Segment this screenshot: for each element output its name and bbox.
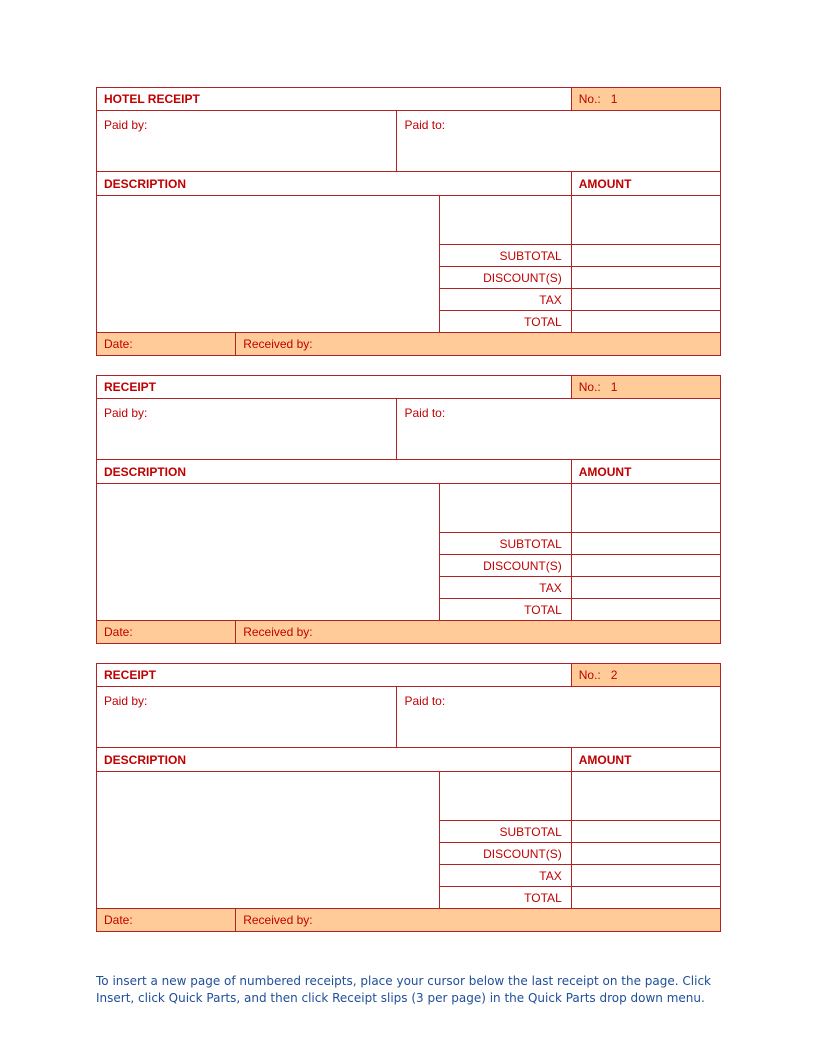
date-field[interactable] — [97, 909, 236, 932]
tax-label: TAX — [439, 577, 571, 599]
date-field[interactable] — [97, 333, 236, 356]
receipt-number[interactable] — [571, 664, 720, 687]
receipt-title: RECEIPT — [97, 376, 572, 399]
line-item-label-cell — [439, 772, 571, 821]
paid-by-field[interactable] — [97, 399, 397, 460]
line-item-label-cell — [439, 484, 571, 533]
subtotal-label: SUBTOTAL — [439, 821, 571, 843]
discount-label: DISCOUNT(S) — [439, 843, 571, 865]
receipt-number-label: No.: — [578, 668, 601, 682]
received-by-label: Received by: — [243, 337, 313, 351]
subtotal-label: SUBTOTAL — [439, 245, 571, 267]
received-by-field[interactable] — [236, 333, 721, 356]
receipt-number[interactable] — [571, 376, 720, 399]
description-header: DESCRIPTION — [97, 748, 572, 772]
discount-amount-field[interactable] — [571, 555, 720, 577]
subtotal-amount-field[interactable] — [571, 533, 720, 555]
subtotal-amount-field[interactable] — [571, 821, 720, 843]
receipt-number-label: No.: — [578, 380, 601, 394]
paid-by-label: Paid by: — [104, 406, 148, 420]
amount-header: AMOUNT — [571, 460, 720, 484]
receipt-title: HOTEL RECEIPT — [97, 88, 572, 111]
receipt-number-value: 1 — [610, 380, 618, 394]
paid-to-label: Paid to: — [404, 118, 446, 132]
line-item-label-cell — [439, 196, 571, 245]
instructions-text: To insert a new page of numbered receipts, place your cursor below the last receipt on the page. Click Insert, click Quick Parts, and then click Receipt slips (3 per page) in the Quick Parts drop down menu. — [96, 974, 711, 1005]
receipt-number-value: 1 — [610, 92, 618, 106]
description-field[interactable] — [97, 484, 440, 621]
paid-to-field[interactable] — [397, 399, 721, 460]
total-amount-field[interactable] — [571, 311, 720, 333]
line-item-amount-field[interactable] — [571, 484, 720, 533]
receipt-table — [96, 87, 721, 356]
paid-to-label: Paid to: — [404, 406, 446, 420]
receipt-table — [96, 375, 721, 644]
received-by-field[interactable] — [236, 621, 721, 644]
tax-label: TAX — [439, 289, 571, 311]
date-label: Date: — [104, 337, 133, 351]
description-header: DESCRIPTION — [97, 460, 572, 484]
total-label: TOTAL — [439, 887, 571, 909]
description-field[interactable] — [97, 772, 440, 909]
receipt-slip — [96, 663, 721, 934]
line-item-amount-field[interactable] — [571, 196, 720, 245]
receipt-slip — [96, 87, 721, 358]
tax-amount-field[interactable] — [571, 289, 720, 311]
date-label: Date: — [104, 913, 133, 927]
tax-amount-field[interactable] — [571, 865, 720, 887]
total-amount-field[interactable] — [571, 599, 720, 621]
subtotal-amount-field[interactable] — [571, 245, 720, 267]
paid-by-field[interactable] — [97, 111, 397, 172]
received-by-field[interactable] — [236, 909, 721, 932]
paid-by-label: Paid by: — [104, 118, 148, 132]
paid-by-label: Paid by: — [104, 694, 148, 708]
tax-label: TAX — [439, 865, 571, 887]
receipt-number-label: No.: — [578, 92, 601, 106]
receipt-number[interactable] — [571, 88, 720, 111]
line-item-amount-field[interactable] — [571, 772, 720, 821]
tax-amount-field[interactable] — [571, 577, 720, 599]
total-amount-field[interactable] — [571, 887, 720, 909]
amount-header: AMOUNT — [571, 748, 720, 772]
date-field[interactable] — [97, 621, 236, 644]
received-by-label: Received by: — [243, 625, 313, 639]
paid-to-field[interactable] — [397, 111, 721, 172]
total-label: TOTAL — [439, 599, 571, 621]
receipt-title: RECEIPT — [97, 664, 572, 687]
description-field[interactable] — [97, 196, 440, 333]
total-label: TOTAL — [439, 311, 571, 333]
amount-header: AMOUNT — [571, 172, 720, 196]
subtotal-label: SUBTOTAL — [439, 533, 571, 555]
receipt-number-value: 2 — [610, 668, 618, 682]
discount-label: DISCOUNT(S) — [439, 555, 571, 577]
discount-amount-field[interactable] — [571, 843, 720, 865]
receipt-slip — [96, 375, 721, 646]
paid-to-label: Paid to: — [404, 694, 446, 708]
paid-to-field[interactable] — [397, 687, 721, 748]
discount-amount-field[interactable] — [571, 267, 720, 289]
paid-by-field[interactable] — [97, 687, 397, 748]
discount-label: DISCOUNT(S) — [439, 267, 571, 289]
description-header: DESCRIPTION — [97, 172, 572, 196]
receipt-table — [96, 663, 721, 932]
received-by-label: Received by: — [243, 913, 313, 927]
date-label: Date: — [104, 625, 133, 639]
